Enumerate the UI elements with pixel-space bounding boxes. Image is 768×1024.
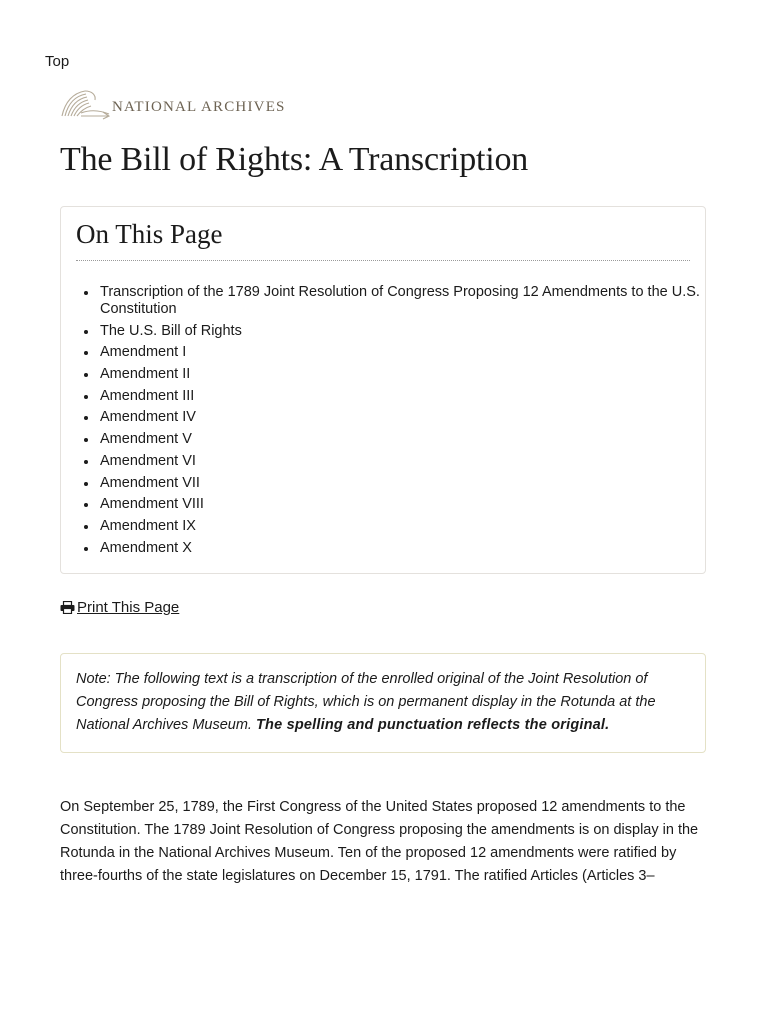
- transcription-note: [60, 653, 706, 753]
- toc-item-joint-resolution[interactable]: Transcription of the 1789 Joint Resolution of Congress Proposing 12 Amendments to the U.S. Constitution: [100, 284, 700, 317]
- toc-item-bill-of-rights[interactable]: The U.S. Bill of Rights: [100, 323, 700, 340]
- print-this-page-link[interactable]: [60, 599, 179, 616]
- eagle-icon: [59, 88, 111, 120]
- on-this-page-heading: On This Page: [76, 219, 223, 249]
- toc-item-amendment-5[interactable]: Amendment V: [100, 431, 700, 448]
- toc-item-amendment-10[interactable]: Amendment X: [100, 540, 700, 557]
- toc-item-amendment-3[interactable]: Amendment III: [100, 388, 700, 405]
- on-this-page-box: [60, 206, 706, 574]
- toc-item-amendment-6[interactable]: Amendment VI: [100, 453, 700, 470]
- note-emphasis: The spelling and punctuation reflects the original.: [255, 717, 610, 733]
- printer-icon: [60, 601, 75, 614]
- logo-text: NATIONAL ARCHIVES: [112, 98, 286, 115]
- print-this-page-label: Print This Page: [77, 599, 180, 616]
- toc-divider: [76, 260, 690, 261]
- toc-item-amendment-1[interactable]: Amendment I: [100, 344, 700, 361]
- page-title: The Bill of Rights: A Transcription: [60, 141, 529, 178]
- note-text: Note: The following text is a transcription of the enrolled original of the Joint Resolution of Congress proposing the Bill of Rights, which is on permanent display in the Rotunda at the National Archives Museum.: [76, 671, 656, 733]
- intro-paragraph: On September 25, 1789, the First Congress of the United States proposed 12 amendments to the Constitution. The 1789 Joint Resolution of Congress proposing the amendments is on display in the Rotunda in the National Archives Museum. Ten of the proposed 12 amendments were ratified by three-fourths of the state legislatures on December 15, 1791. The ratified Articles (Articles 3–: [60, 799, 699, 884]
- toc-list: [76, 284, 700, 561]
- national-archives-logo[interactable]: [59, 88, 286, 120]
- toc-item-amendment-2[interactable]: Amendment II: [100, 366, 700, 383]
- toc-item-amendment-4[interactable]: Amendment IV: [100, 409, 700, 426]
- toc-item-amendment-7[interactable]: Amendment VII: [100, 475, 700, 492]
- toc-item-amendment-9[interactable]: Amendment IX: [100, 518, 700, 535]
- top-link[interactable]: Top: [45, 53, 70, 70]
- toc-item-amendment-8[interactable]: Amendment VIII: [100, 496, 700, 513]
